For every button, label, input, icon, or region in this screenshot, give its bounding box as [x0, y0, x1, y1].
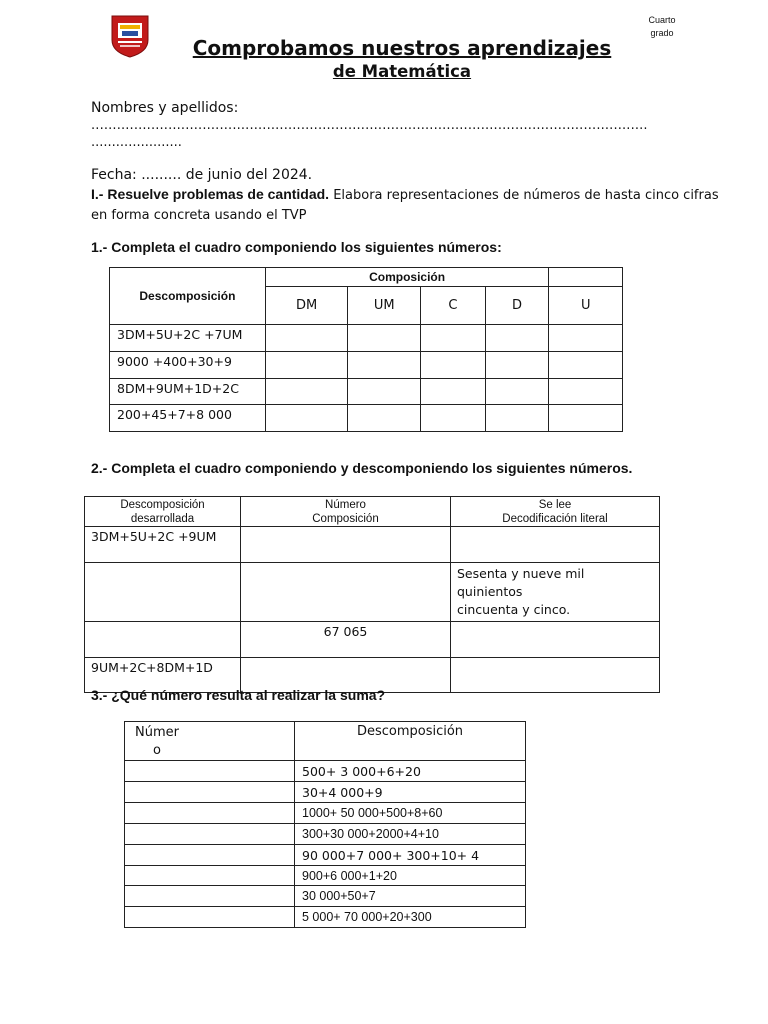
question-1-title: 1.- Completa el cuadro componiendo los siguientes números: [91, 239, 502, 255]
date-line: Fecha: ......... de junio del 2024. [91, 167, 313, 183]
answer-cell[interactable] [125, 845, 295, 866]
q2-header-se-lee [451, 497, 660, 527]
name-line-2[interactable]: ...................... [91, 135, 182, 150]
q1-col-u: U [549, 287, 623, 325]
answer-cell[interactable] [421, 405, 486, 432]
q2-table [84, 496, 660, 693]
answer-cell[interactable] [125, 886, 295, 907]
answer-cell[interactable] [485, 405, 549, 432]
q1-col-um: UM [348, 287, 421, 325]
answer-cell[interactable] [85, 622, 241, 658]
answer-cell[interactable] [348, 405, 421, 432]
answer-cell[interactable] [125, 761, 295, 782]
answer-cell[interactable] [549, 325, 623, 352]
q1-row-label: 3DM+5U+2C +7UM [110, 325, 266, 352]
q1-row-label: 200+45+7+8 000 [110, 405, 266, 432]
q2-header-numero [241, 497, 451, 527]
q1-header-descomposicion: Descomposición [110, 268, 266, 325]
name-label: Nombres y apellidos: [91, 100, 239, 116]
answer-cell[interactable] [549, 379, 623, 405]
q3-row-desc: 1000+ 50 000+500+8+60 [295, 803, 526, 824]
answer-cell[interactable] [549, 405, 623, 432]
answer-cell[interactable] [241, 563, 451, 622]
q3-header-descomposicion: Descomposición [295, 722, 526, 761]
school-logo [110, 14, 150, 58]
q2-h2a: Número [325, 498, 366, 511]
question-3-title: 3.- ¿Qué número resulta al realizar la suma? [91, 687, 386, 703]
q2-h1a: Descomposición [120, 498, 205, 511]
q2-header-descomposicion [85, 497, 241, 527]
q2-h3a: Se lee [538, 498, 572, 511]
answer-cell[interactable] [485, 352, 549, 379]
q1-row [110, 379, 623, 405]
answer-cell[interactable] [421, 325, 486, 352]
q3-row-desc: 30+4 000+9 [295, 782, 526, 803]
answer-cell[interactable] [265, 405, 348, 432]
q1-col-c: C [421, 287, 486, 325]
q2-r2c3b: cincuenta y cinco. [457, 602, 571, 617]
q1-row [110, 405, 623, 432]
answer-cell[interactable] [451, 622, 660, 658]
q1-header-empty [549, 268, 623, 287]
answer-cell[interactable] [421, 352, 486, 379]
q1-table [109, 267, 623, 432]
q3-row-desc: 900+6 000+1+20 [295, 866, 526, 886]
q1-row-label: 9000 +400+30+9 [110, 352, 266, 379]
answer-cell[interactable] [549, 352, 623, 379]
q3-row-desc: 90 000+7 000+ 300+10+ 4 [295, 845, 526, 866]
answer-cell[interactable] [125, 907, 295, 928]
answer-cell[interactable] [125, 782, 295, 803]
answer-cell[interactable] [451, 658, 660, 693]
answer-cell[interactable] [265, 325, 348, 352]
q2-r2-se-lee [451, 563, 660, 622]
answer-cell[interactable] [348, 379, 421, 405]
question-2-title: 2.- Completa el cuadro componiendo y descomponiendo los siguientes números. [91, 460, 633, 476]
q3-table [124, 721, 526, 928]
q3-h-num-b: o [153, 743, 161, 758]
grade-line-1: Cuarto [648, 15, 676, 25]
q2-r2c3a: Sesenta y nueve mil quinientos [457, 566, 585, 599]
section-heading [91, 186, 719, 203]
answer-cell[interactable] [85, 563, 241, 622]
q1-header-composicion: Composición [265, 268, 549, 287]
answer-cell[interactable] [451, 527, 660, 563]
section-bold: I.- Resuelve problemas de cantidad. [91, 186, 330, 202]
q2-r1-descomposicion: 3DM+5U+2C +9UM [85, 527, 241, 563]
answer-cell[interactable] [265, 352, 348, 379]
answer-cell[interactable] [241, 527, 451, 563]
q1-col-d: D [485, 287, 549, 325]
q3-row-desc: 300+30 000+2000+4+10 [295, 824, 526, 845]
q3-h-num-a: Númer [135, 725, 179, 740]
q3-row-desc: 30 000+50+7 [295, 886, 526, 907]
answer-cell[interactable] [485, 325, 549, 352]
q1-col-dm: DM [265, 287, 348, 325]
page-subtitle: de Matemática [332, 62, 472, 81]
q2-h1b: desarrollada [130, 512, 195, 525]
q2-r3-numero: 67 065 [241, 622, 451, 658]
q2-h2b: Composición [312, 512, 379, 525]
q3-row-desc: 5 000+ 70 000+20+300 [295, 907, 526, 928]
grade-line-2: grado [650, 28, 674, 38]
answer-cell[interactable] [348, 325, 421, 352]
q3-row-desc: 500+ 3 000+6+20 [295, 761, 526, 782]
q1-row-label: 8DM+9UM+1D+2C [110, 379, 266, 405]
answer-cell[interactable] [421, 379, 486, 405]
q3-header-numero [125, 722, 295, 761]
q2-h3b: Decodificación literal [502, 512, 608, 525]
answer-cell[interactable] [125, 866, 295, 886]
answer-cell[interactable] [485, 379, 549, 405]
answer-cell[interactable] [348, 352, 421, 379]
section-line-2: en forma concreta usando el TVP [91, 208, 307, 223]
name-line-1[interactable]: .................................................................................................................................. [91, 118, 648, 133]
answer-cell[interactable] [265, 379, 348, 405]
q1-row [110, 325, 623, 352]
q1-row [110, 352, 623, 379]
section-rest: Elabora representaciones de números de hasta cinco cifras [329, 188, 719, 203]
answer-cell[interactable] [125, 824, 295, 845]
answer-cell[interactable] [125, 803, 295, 824]
q2-r4-descomposicion: 9UM+2C+8DM+1D [85, 658, 241, 693]
page-title: Comprobamos nuestros aprendizajes [192, 36, 612, 60]
